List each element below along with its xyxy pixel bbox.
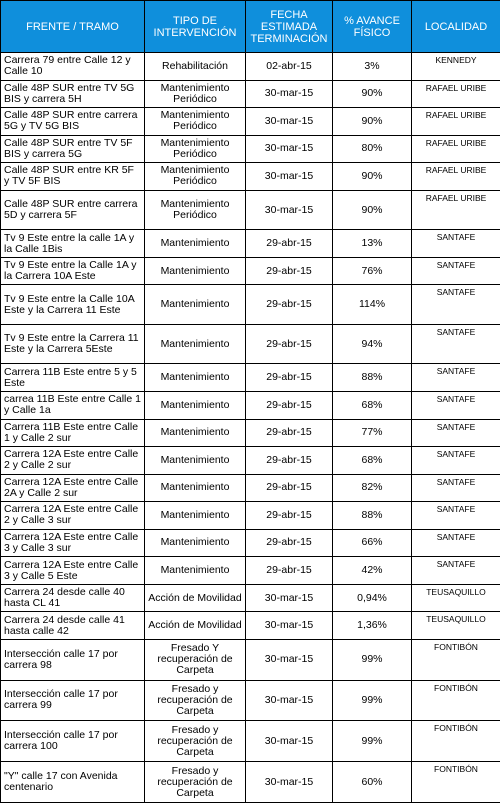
cell-fecha: 29-abr-15 [246,257,333,285]
cell-avance: 66% [333,529,412,557]
cell-localidad: KENNEDY [412,53,500,81]
table-row [1,80,500,108]
cell-tipo: Rehabilitación [145,53,246,81]
cell-avance: 114% [333,285,412,325]
cell-fecha: 29-abr-15 [246,391,333,419]
cell-tipo: Mantenimiento [145,391,246,419]
cell-tipo: Mantenimiento Periódico [145,190,246,230]
cell-avance: 68% [333,447,412,475]
table-row [1,721,500,762]
cell-frente: Carrera 12A Este entre Calle 2A y Calle 2 sur [1,474,145,502]
cell-avance: 90% [333,190,412,230]
table-row [1,419,500,447]
cell-tipo: Mantenimiento Periódico [145,163,246,191]
cell-fecha: 30-mar-15 [246,639,333,680]
cell-avance: 88% [333,364,412,392]
table-row [1,474,500,502]
cell-avance: 99% [333,721,412,762]
column-header-avance: % AVANCE FÍSICO [333,1,412,53]
cell-avance: 94% [333,324,412,364]
cell-tipo: Mantenimiento [145,557,246,585]
cell-fecha: 30-mar-15 [246,762,333,803]
table-row [1,680,500,721]
cell-avance: 90% [333,108,412,136]
cell-frente: Calle 48P SUR entre carrera 5D y carrera 5F [1,190,145,230]
cell-avance: 88% [333,502,412,530]
cell-avance: 77% [333,419,412,447]
cell-frente: Calle 48P SUR entre TV 5F BIS y carrera 5G [1,135,145,163]
cell-tipo: Fresado y recuperación de Carpeta [145,721,246,762]
cell-tipo: Mantenimiento [145,502,246,530]
cell-avance: 1,36% [333,612,412,640]
table-row [1,257,500,285]
cell-localidad: SANTAFE [412,391,500,419]
cell-fecha: 29-abr-15 [246,285,333,325]
cell-localidad: RAFAEL URIBE [412,163,500,191]
cell-tipo: Mantenimiento [145,474,246,502]
cell-fecha: 30-mar-15 [246,612,333,640]
cell-localidad: FONTIBÓN [412,639,500,680]
table-row [1,557,500,585]
cell-fecha: 30-mar-15 [246,190,333,230]
cell-frente: Calle 48P SUR entre KR 5F y TV 5F BIS [1,163,145,191]
cell-tipo: Mantenimiento Periódico [145,108,246,136]
cell-fecha: 30-mar-15 [246,721,333,762]
cell-frente: Carrera 11B Este entre Calle 1 y Calle 2 sur [1,419,145,447]
cell-frente: "Y" calle 17 con Avenida centenario [1,762,145,803]
cell-tipo: Fresado Y recuperación de Carpeta [145,639,246,680]
column-header-tipo: TIPO DE INTERVENCIÓN [145,1,246,53]
cell-tipo: Mantenimiento Periódico [145,135,246,163]
table-row [1,529,500,557]
cell-frente: Tv 9 Este entre la Calle 10A Este y la Carrera 11 Este [1,285,145,325]
cell-avance: 99% [333,639,412,680]
cell-frente: Calle 48P SUR entre carrera 5G y TV 5G BIS [1,108,145,136]
cell-tipo: Mantenimiento [145,419,246,447]
cell-fecha: 29-abr-15 [246,529,333,557]
table-row [1,190,500,230]
table-row [1,135,500,163]
cell-localidad: RAFAEL URIBE [412,108,500,136]
cell-tipo: Mantenimiento [145,447,246,475]
cell-localidad: SANTAFE [412,502,500,530]
cell-localidad: SANTAFE [412,324,500,364]
cell-fecha: 29-abr-15 [246,447,333,475]
cell-tipo: Mantenimiento [145,529,246,557]
cell-frente: Calle 48P SUR entre TV 5G BIS y carrera 5H [1,80,145,108]
cell-localidad: TEUSAQUILLO [412,584,500,612]
table-row [1,762,500,803]
cell-frente: Tv 9 Este entre la calle 1A y la Calle 1Bis [1,230,145,258]
cell-fecha: 30-mar-15 [246,108,333,136]
cell-tipo: Acción de Movilidad [145,584,246,612]
cell-fecha: 30-mar-15 [246,80,333,108]
cell-frente: Carrera 24 desde calle 41 hasta calle 42 [1,612,145,640]
cell-avance: 13% [333,230,412,258]
cell-frente: Carrera 79 entre Calle 12 y Calle 10 [1,53,145,81]
cell-frente: Intersección calle 17 por carrera 98 [1,639,145,680]
table-row [1,324,500,364]
table-row [1,230,500,258]
cell-fecha: 29-abr-15 [246,502,333,530]
table-row [1,639,500,680]
cell-avance: 42% [333,557,412,585]
cell-fecha: 29-abr-15 [246,557,333,585]
cell-localidad: RAFAEL URIBE [412,80,500,108]
cell-tipo: Fresado y recuperación de Carpeta [145,680,246,721]
cell-avance: 99% [333,680,412,721]
cell-fecha: 29-abr-15 [246,230,333,258]
cell-fecha: 29-abr-15 [246,364,333,392]
cell-frente: Carrera 12A Este entre Calle 2 y Calle 2 sur [1,447,145,475]
cell-frente: Carrera 11B Este entre 5 y 5 Este [1,364,145,392]
cell-frente: Carrera 12A Este entre Calle 3 y Calle 5 Este [1,557,145,585]
cell-tipo: Fresado y recuperación de Carpeta [145,762,246,803]
cell-localidad: SANTAFE [412,364,500,392]
cell-tipo: Mantenimiento Periódico [145,80,246,108]
cell-fecha: 30-mar-15 [246,584,333,612]
table-row [1,447,500,475]
cell-fecha: 29-abr-15 [246,474,333,502]
cell-avance: 60% [333,762,412,803]
cell-avance: 82% [333,474,412,502]
cell-localidad: SANTAFE [412,285,500,325]
table-row [1,108,500,136]
cell-tipo: Mantenimiento [145,230,246,258]
cell-tipo: Mantenimiento [145,324,246,364]
cell-localidad: SANTAFE [412,474,500,502]
cell-avance: 0,94% [333,584,412,612]
cell-localidad: SANTAFE [412,230,500,258]
cell-tipo: Acción de Movilidad [145,612,246,640]
cell-localidad: SANTAFE [412,447,500,475]
cell-avance: 80% [333,135,412,163]
column-header-localidad: LOCALIDAD [412,1,500,53]
cell-frente: Tv 9 Este entre la Carrera 11 Este y la Carrera 5Este [1,324,145,364]
table-header-row [1,1,500,53]
cell-frente: Intersección calle 17 por carrera 99 [1,680,145,721]
table-row [1,285,500,325]
cell-localidad: SANTAFE [412,557,500,585]
cell-avance: 76% [333,257,412,285]
table-row [1,391,500,419]
cell-tipo: Mantenimiento [145,257,246,285]
cell-frente: carrea 11B Este entre Calle 1 y Calle 1a [1,391,145,419]
cell-localidad: RAFAEL URIBE [412,135,500,163]
cell-tipo: Mantenimiento [145,285,246,325]
cell-localidad: SANTAFE [412,529,500,557]
cell-localidad: FONTIBÓN [412,762,500,803]
table-row [1,53,500,81]
cell-avance: 90% [333,80,412,108]
cell-frente: Tv 9 Este entre la Calle 1A y la Carrera 10A Este [1,257,145,285]
table-row [1,584,500,612]
table-row [1,163,500,191]
cell-tipo: Mantenimiento [145,364,246,392]
cell-fecha: 30-mar-15 [246,135,333,163]
cell-localidad: TEUSAQUILLO [412,612,500,640]
cell-frente: Carrera 24 desde calle 40 hasta CL 41 [1,584,145,612]
cell-localidad: SANTAFE [412,257,500,285]
column-header-fecha: FECHA ESTIMADA TERMINACIÓN [246,1,333,53]
cell-localidad: FONTIBÓN [412,721,500,762]
cell-fecha: 29-abr-15 [246,324,333,364]
cell-fecha: 30-mar-15 [246,680,333,721]
cell-frente: Intersección calle 17 por carrera 100 [1,721,145,762]
table-row [1,612,500,640]
table-row [1,502,500,530]
cell-frente: Carrera 12A Este entre Calle 2 y Calle 3 sur [1,502,145,530]
column-header-frente: FRENTE / TRAMO [1,1,145,53]
cell-fecha: 02-abr-15 [246,53,333,81]
cell-localidad: RAFAEL URIBE [412,190,500,230]
cell-frente: Carrera 12A Este entre Calle 3 y Calle 3 sur [1,529,145,557]
cell-avance: 68% [333,391,412,419]
table-row [1,364,500,392]
cell-fecha: 30-mar-15 [246,163,333,191]
cell-localidad: FONTIBÓN [412,680,500,721]
cell-fecha: 29-abr-15 [246,419,333,447]
cell-localidad: SANTAFE [412,419,500,447]
cell-avance: 90% [333,163,412,191]
cell-avance: 3% [333,53,412,81]
